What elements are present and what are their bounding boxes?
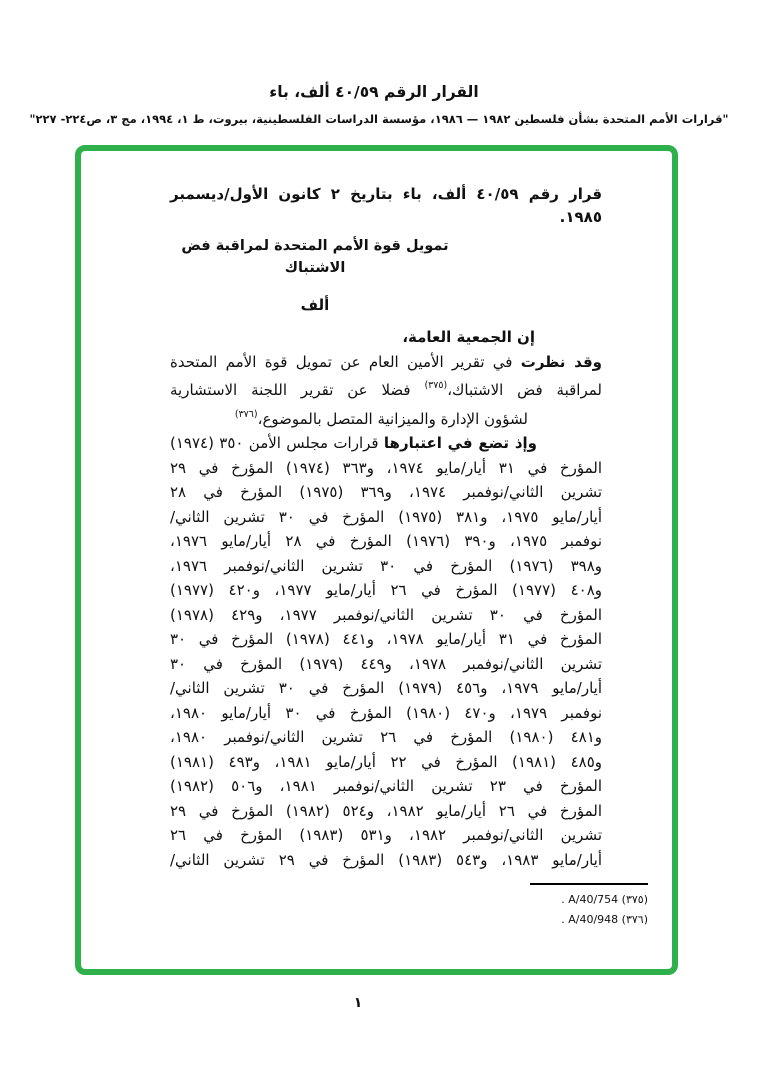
text-line <box>170 799 602 824</box>
text-segment: لمراقبة فض الاشتباك، <box>447 381 602 399</box>
text-segment: إن الجمعية العامة، <box>402 328 535 346</box>
footnote-item: (٣٧٦) A/40/948 . <box>561 913 648 926</box>
text-segment: تشرين الثاني/نوفمبر ١٩٧٨، و٤٤٩ (١٩٧٩) المؤرخ في ٣٠ <box>170 654 602 673</box>
text-segment: المؤرخ في ٢٦ أيار/مايو ١٩٨٢، و٥٢٤ (١٩٨٢) المؤرخ في ٢٩ <box>170 801 603 820</box>
text-line <box>170 774 602 799</box>
text-line <box>170 480 602 505</box>
text-line <box>170 325 535 350</box>
resolution-subtitle: تمويل قوة الأمم المتحدة لمراقبة فض الاشتباك <box>181 238 449 276</box>
text-segment: و٤٨١ (١٩٨٠) المؤرخ في ٢٦ تشرين الثاني/نوفمبر ١٩٨٠، <box>170 728 602 746</box>
resolution-text-column <box>170 183 602 872</box>
text-line <box>170 750 602 775</box>
text-segment: نوفمبر ١٩٧٥، و٣٩٠ (١٩٧٦) المؤرخ في ٢٨ أيار/مايو ١٩٧٦، <box>170 532 602 550</box>
text-segment: و٤٠٨ (١٩٧٧) المؤرخ في ٢٦ أيار/مايو ١٩٧٧، و٤٢٠ (١٩٧٧) <box>170 581 602 599</box>
text-segment: فضلا عن تقرير اللجنة الاستشارية <box>170 381 425 399</box>
resolution-body <box>170 325 602 872</box>
footnote-block <box>530 883 648 930</box>
text-segment: في تقرير الأمين العام عن تمويل قوة الأمم المتحدة <box>170 352 521 371</box>
footnote-separator-rule <box>530 883 648 885</box>
text-segment: المؤرخ في ٣١ أيار/مايو ١٩٧٤، و٣٦٣ (١٩٧٤) المؤرخ في ٢٩ <box>170 458 603 477</box>
text-segment: قرارات مجلس الأمن ٣٥٠ (١٩٧٤) <box>170 434 384 452</box>
resolution-heading-line1: قرار رقم ٤٠/٥٩ ألف، باء بتاريخ ٢ كانون الأول/ديسمبر <box>170 185 603 203</box>
page-number: ١ <box>353 995 363 1011</box>
text-segment: أيار/مايو ١٩٧٩، و٤٥٦ (١٩٧٩) المؤرخ في ٣٠ تشرين الثاني/ <box>170 679 602 697</box>
text-segment: أيار/مايو ١٩٨٣، و٥٤٣ (١٩٨٣) المؤرخ في ٢٩ تشرين الثاني/ <box>170 850 602 869</box>
text-line <box>170 848 602 873</box>
text-line <box>170 350 602 375</box>
text-line <box>170 403 528 432</box>
text-line <box>170 652 602 677</box>
text-line <box>170 627 602 652</box>
text-segment: وإذ تضع في اعتبارها <box>383 434 538 452</box>
text-segment: تشرين الثاني/نوفمبر ١٩٨٢، و٥٣١ (١٩٨٣) المؤرخ في ٢٦ <box>170 826 602 844</box>
footnote-item: (٣٧٥) A/40/754 . <box>561 893 648 906</box>
text-line <box>170 603 602 628</box>
text-line <box>170 554 602 579</box>
text-segment: و٣٩٨ (١٩٧٦) المؤرخ في ٣٠ تشرين الثاني/نوفمبر ١٩٧٦، <box>170 556 602 575</box>
page-title: القرار الرقم ٤٠/٥٩ ألف، باء <box>269 83 479 101</box>
text-line <box>170 505 602 530</box>
section-label-alef: ألف <box>300 296 330 314</box>
footnote-reference-superscript: (٣٧٥) <box>424 380 448 391</box>
footnote-reference-superscript: (٣٧٦) <box>234 408 258 420</box>
footnote-list <box>530 890 648 930</box>
text-segment: تشرين الثاني/نوفمبر ١٩٧٤، و٣٦٩ (١٩٧٥) المؤرخ في ٢٨ <box>170 483 602 501</box>
source-citation: "قرارات الأمم المتحدة بشأن فلسطين ١٩٨٢ — ١٩٨٦، مؤسسة الدراسات الفلسطينية، بيروت، ط ١، ١٩٩٤، مج ٣، ص٢٢٤- ٢٢٧" <box>29 112 729 126</box>
text-segment: المؤرخ في ٣٠ تشرين الثاني/نوفمبر ١٩٧٧، و٤٢٩ (١٩٧٨) <box>170 605 602 624</box>
text-line <box>170 823 602 848</box>
text-line <box>170 578 602 603</box>
text-line <box>170 701 602 726</box>
text-line <box>170 529 602 554</box>
text-segment: المؤرخ في ٢٣ تشرين الثاني/نوفمبر ١٩٨١، و٥٠٦ (١٩٨٢) <box>170 777 602 795</box>
text-line <box>170 725 602 750</box>
text-segment: لشؤون الإدارة والميزانية المتصل بالموضوع، <box>257 409 528 428</box>
resolution-heading-line2: ١٩٨٥. <box>559 208 602 226</box>
text-line <box>170 456 602 481</box>
text-segment: المؤرخ في ٣١ أيار/مايو ١٩٧٨، و٤٤١ (١٩٧٨) المؤرخ في ٣٠ <box>170 630 603 648</box>
text-segment: نوفمبر ١٩٧٩، و٤٧٠ (١٩٨٠) المؤرخ في ٣٠ أيار/مايو ١٩٨٠، <box>170 703 602 722</box>
text-line <box>170 676 602 701</box>
text-segment: و٤٨٥ (١٩٨١) المؤرخ في ٢٢ أيار/مايو ١٩٨١، و٤٩٣ (١٩٨١) <box>170 752 602 771</box>
text-line <box>170 374 602 403</box>
text-segment: أيار/مايو ١٩٧٥، و٣٨١ (١٩٧٥) المؤرخ في ٣٠ تشرين الثاني/ <box>170 507 602 526</box>
text-segment: وقد نظرت <box>520 352 602 371</box>
text-line <box>170 431 537 456</box>
